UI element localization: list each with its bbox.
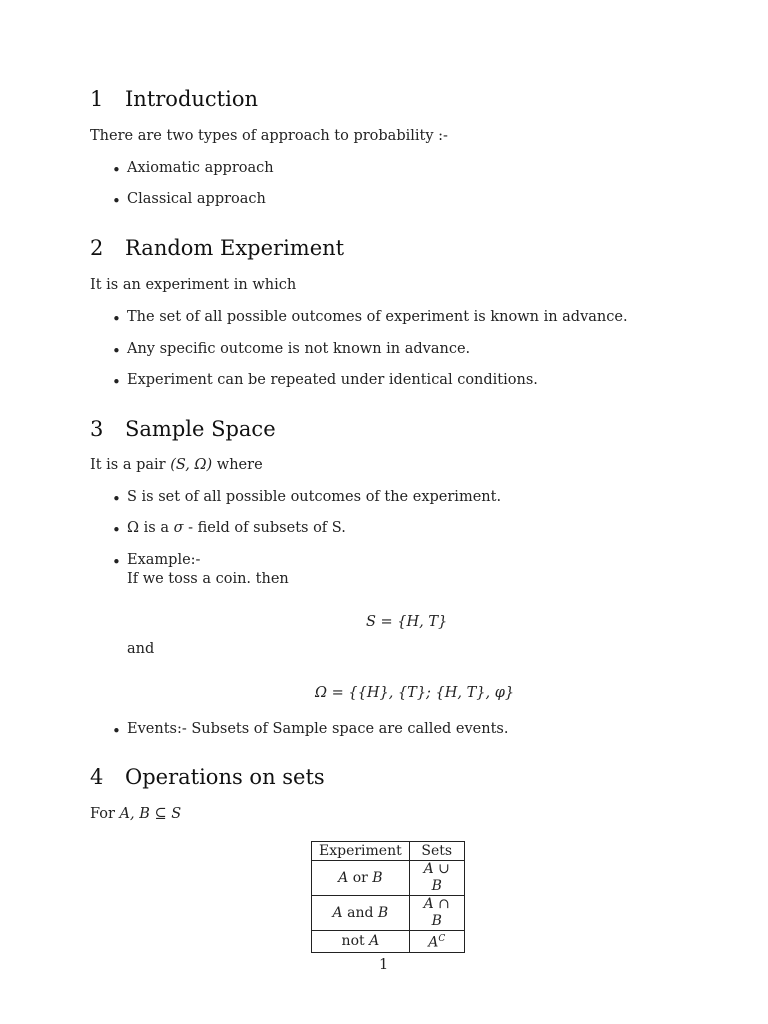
section-heading-introduction	[90, 87, 258, 111]
text-run: not	[341, 932, 370, 949]
table-row	[312, 896, 465, 931]
section-heading-sample-space	[90, 417, 276, 441]
list-item: The set of all possible outcomes of experiment is known in advance.	[127, 309, 628, 325]
sigma-symbol: σ	[173, 520, 184, 536]
table-header-row	[312, 842, 465, 861]
table-header-cell: Sets	[409, 842, 464, 861]
display-equation-omega: Ω = {{H}, {T}; {H, T}, φ}	[315, 685, 515, 701]
bullet-marker	[113, 726, 121, 734]
table-row	[312, 861, 465, 896]
table-cell	[312, 861, 410, 896]
paragraph: It is an experiment in which	[90, 277, 297, 293]
bullet-marker	[113, 494, 121, 502]
paragraph	[90, 806, 181, 822]
text-run: A	[332, 904, 343, 921]
section-number: 3	[90, 417, 104, 441]
table-cell	[312, 931, 410, 953]
math-subset: A, B ⊆ S	[119, 806, 182, 822]
paragraph: There are two types of approach to probability :-	[90, 128, 448, 144]
text-run: - field of subsets of S.	[183, 520, 346, 536]
bullet-marker	[113, 196, 121, 204]
display-equation-s: S = {H, T}	[366, 614, 448, 630]
list-item: Events:- Subsets of Sample space are called events.	[127, 721, 509, 737]
list-item: Classical approach	[127, 191, 266, 207]
list-item: Any specific outcome is not known in advance.	[127, 341, 471, 357]
superscript: C	[438, 934, 446, 944]
list-item: Experiment can be repeated under identical conditions.	[127, 372, 538, 388]
math-pair: (S, Ω)	[170, 457, 213, 473]
text-run: For	[90, 806, 120, 822]
section-title: Operations on sets	[125, 765, 325, 789]
page-number: 1	[379, 957, 389, 973]
text-run: B	[377, 904, 389, 921]
table-cell	[312, 896, 410, 931]
section-heading-random-experiment	[90, 236, 344, 260]
section-heading-operations-on-sets	[90, 765, 325, 789]
text-run: A	[428, 934, 439, 951]
list-item-example-label: Example:-	[127, 552, 201, 568]
list-item: Axiomatic approach	[127, 160, 274, 176]
table-cell: A ∪ B	[409, 861, 464, 896]
table-cell: A ∩ B	[409, 896, 464, 931]
section-number: 2	[90, 236, 104, 260]
text-run: is a	[139, 520, 174, 536]
example-line: If we toss a coin. then	[127, 571, 289, 587]
table-cell	[409, 931, 464, 953]
section-title: Random Experiment	[125, 236, 345, 260]
list-item	[127, 520, 346, 536]
paragraph	[90, 457, 263, 473]
text-run: A	[338, 869, 349, 886]
section-title: Sample Space	[125, 417, 276, 441]
text-run: or	[348, 869, 373, 886]
section-number: 1	[90, 87, 104, 111]
text-run: B	[372, 869, 383, 886]
bullet-marker	[113, 377, 121, 385]
text-run: It is a pair	[90, 457, 171, 473]
bullet-marker	[113, 346, 121, 354]
section-number: 4	[90, 765, 104, 789]
omega-symbol: Ω	[127, 520, 140, 536]
bullet-marker	[113, 557, 121, 565]
bullet-marker	[113, 525, 121, 533]
text-run: where	[212, 457, 263, 473]
section-title: Introduction	[125, 87, 258, 111]
bullet-marker	[113, 314, 121, 322]
operations-table	[311, 841, 465, 953]
text-run: A	[369, 932, 380, 949]
text-run: and	[342, 904, 378, 921]
list-item: S is set of all possible outcomes of the experiment.	[127, 489, 502, 505]
table-header-cell: Experiment	[312, 842, 410, 861]
bullet-marker	[113, 165, 121, 173]
table-row	[312, 931, 465, 953]
paragraph-and: and	[127, 641, 155, 657]
